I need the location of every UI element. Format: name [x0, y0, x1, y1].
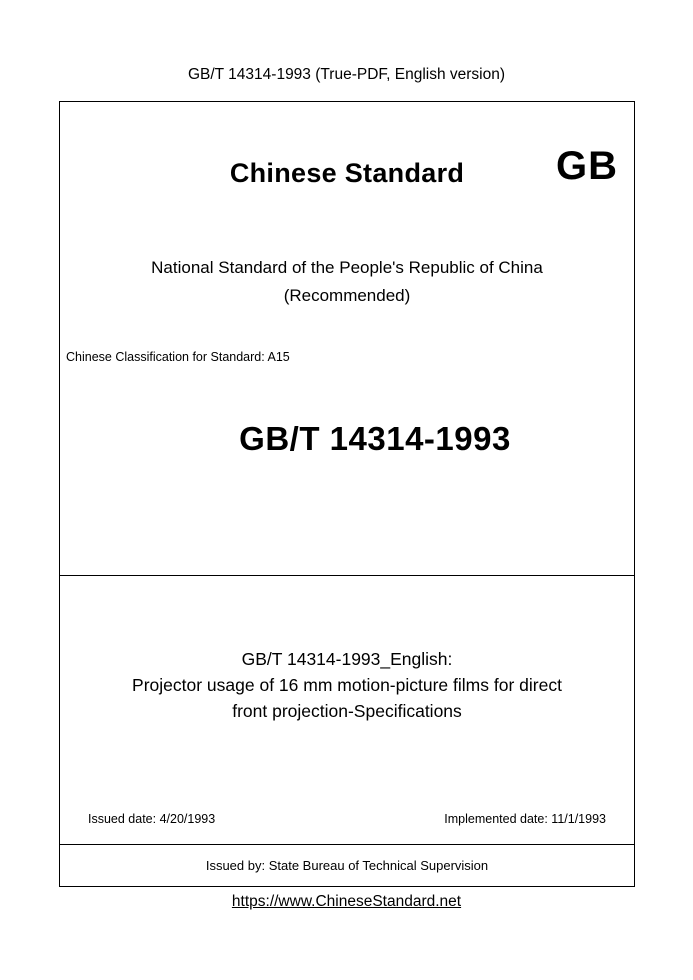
issued-date: Issued date: 4/20/1993: [88, 812, 216, 826]
standard-number: GB/T 14314-1993: [239, 420, 511, 457]
standard-title-line-1: GB/T 14314-1993_English:: [241, 649, 453, 669]
implemented-date: Implemented date: 11/1/1993: [444, 812, 606, 826]
page-caption: GB/T 14314-1993 (True-PDF, English version): [187, 66, 506, 83]
cover-title-section: [60, 576, 634, 845]
standard-title-line-3: front projection-Specifications: [232, 701, 462, 721]
national-standard-line-2: (Recommended): [283, 286, 411, 305]
gb-logo-mark: GB: [556, 144, 618, 188]
issued-by: Issued by: State Bureau of Technical Supervision: [205, 857, 489, 873]
standard-title-line-2: Projector usage of 16 mm motion-picture films for direct: [132, 675, 562, 695]
dates-row: [60, 812, 634, 826]
national-standard-line-1: National Standard of the People's Republic of China: [151, 258, 543, 277]
chinese-standard-heading: Chinese Standard: [229, 158, 465, 188]
cover-frame: [59, 101, 635, 887]
standard-title: [60, 646, 634, 724]
website-link[interactable]: https://www.ChineseStandard.net: [231, 893, 462, 910]
issuer-section: [60, 845, 634, 885]
cover-upper-section: [60, 102, 634, 576]
classification-code: Chinese Classification for Standard: A15: [66, 350, 290, 364]
